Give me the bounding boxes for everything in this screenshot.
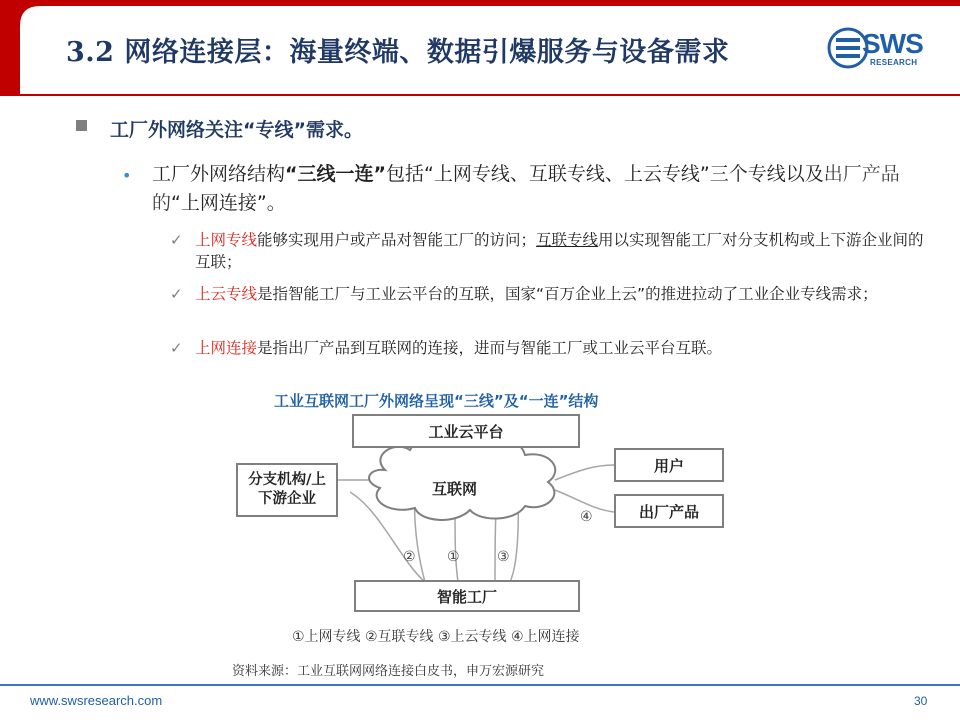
dot-bullet-icon: •: [122, 166, 132, 185]
sub-item-text: 能够实现用户或产品对智能工厂的访问；: [257, 231, 537, 249]
check-icon: ✓: [170, 231, 183, 249]
logo-subtext: RESEARCH: [870, 58, 918, 67]
section-heading: 工厂外网络关注“专线”需求。: [110, 119, 363, 141]
branch-box: 分支机构/上下游企业: [236, 463, 338, 517]
check-icon: ✓: [170, 285, 183, 303]
label-4: ④: [580, 509, 593, 525]
para-part1: 工厂外网络结构: [152, 163, 286, 185]
figure-legend: ①上网专线 ②互联专线 ③上云专线 ④上网连接: [292, 629, 580, 645]
page-title: 3.2 网络连接层：海量终端、数据引爆服务与设备需求: [66, 37, 730, 68]
para-part2: 包括“上网专线、互联专线、上云专线”三个专线以及: [386, 163, 824, 185]
user-box: 用户: [614, 448, 724, 482]
figure-title: 工业互联网工厂外网络呈现“三线”及“一连”结构: [274, 392, 599, 410]
label-2: ②: [403, 549, 416, 565]
source-note: 资料来源：工业互联网网络连接白皮书，申万宏源研究: [232, 664, 545, 679]
para-part3: 出厂产品的: [152, 163, 900, 214]
product-box: 出厂产品: [614, 494, 724, 528]
label-1: ①: [447, 549, 460, 565]
cloud-platform-box: 工业云平台: [352, 414, 580, 448]
sub-item-text: 是指智能工厂与工业云平台的互联，国家“百万企业上云”的推进拉动了工业企业专线需求；: [257, 285, 878, 303]
sub-item-red-term: 上网专线: [195, 231, 258, 249]
logo-text: SWS: [862, 28, 923, 59]
sub-item-red-term: 上云专线: [195, 285, 258, 303]
footer-url-link[interactable]: www.swsresearch.com: [30, 693, 163, 708]
sub-item-underlined-term: 互联专线: [536, 231, 599, 249]
sub-item-text: 用以实现智能工厂对分支机构或上下游企业间的互联；: [195, 231, 924, 271]
page-number: 30: [914, 694, 928, 708]
factory-box: 智能工厂: [354, 580, 580, 612]
para-part4: “上网连接”。: [171, 192, 286, 214]
label-3: ③: [497, 549, 510, 565]
sub-item-red-term: 上网连接: [195, 339, 258, 357]
check-icon: ✓: [170, 339, 183, 357]
internet-label: 互联网: [432, 480, 478, 498]
footer-divider: [0, 684, 960, 686]
para-bold: “三线一连”: [285, 163, 386, 185]
sub-item-text: 是指出厂产品到互联网的连接，进而与智能工厂或工业云平台互联。: [257, 339, 723, 357]
